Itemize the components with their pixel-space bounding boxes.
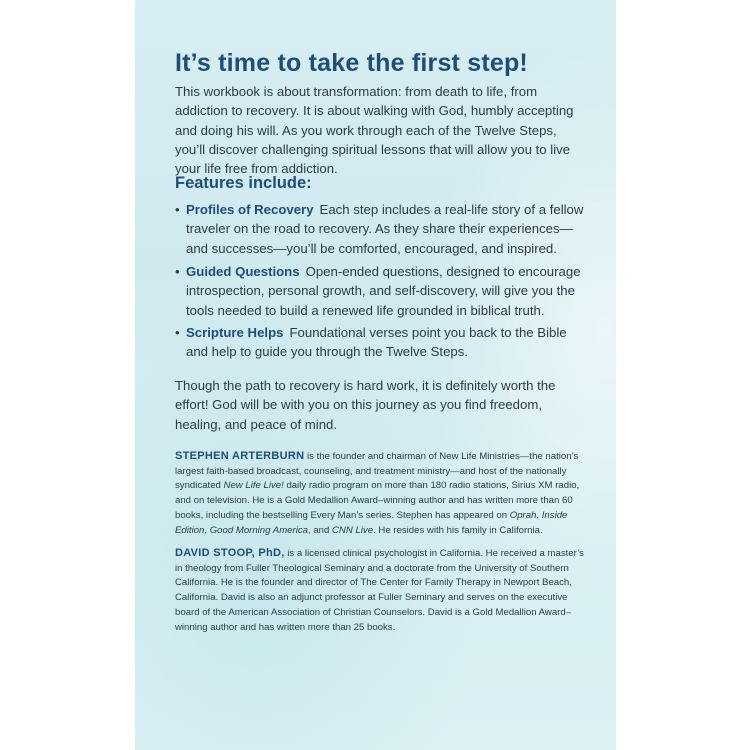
feature-description: Each step includes a real-life story of a fellow traveler on the road to recovery. As they share their experiences—and successes—you’ll be comforted, encouraged, and inspired. bbox=[186, 202, 584, 256]
headline: It’s time to take the first step! bbox=[175, 49, 528, 77]
bio-text: is a licensed clinical psychologist in California. He received a master’s in theology from Fuller Theological Seminary and a doctorate from the University of Southern California. He is the founder and director of The Center for Family Therapy in Newport Beach, California. David is also an adjunct professor at Fuller Seminary and serves on the executive board of the American Association of Christian Counselors. David is a Gold Medallion Award–winning author and has written more than 25 books. bbox=[175, 548, 584, 633]
show-title: New Life Live! bbox=[223, 480, 284, 492]
features-heading: Features include: bbox=[175, 174, 312, 192]
show-title: Oprah bbox=[509, 509, 537, 521]
bullet-icon: • bbox=[175, 264, 180, 279]
feature-name: Scripture Helps bbox=[186, 325, 284, 340]
bio-text: . He resides with his family in California. bbox=[373, 524, 543, 536]
author-name: STEPHEN ARTERBURN bbox=[175, 450, 305, 462]
feature-description: Open-ended questions, designed to encourage introspection, personal growth, and self-discovery, will give you the tools needed to build a renewed life grounded in biblical truth. bbox=[186, 264, 581, 318]
intro-paragraph: This workbook is about transformation: from death to life, from addiction to recovery. It is about walking with God, humbly accepting and doing his will. As you work through each of the Twelve Steps, you’ll discover challenging spiritual lessons that will allow you to live your life free from addiction. bbox=[175, 84, 574, 177]
author-bio-stoop bbox=[175, 546, 587, 635]
author-bio-arterburn bbox=[175, 449, 587, 538]
author-name: DAVID STOOP bbox=[175, 547, 252, 559]
closing-paragraph: Though the path to recovery is hard work, it is definitely worth the effort! God will be with you on this journey as you find freedom, healing, and peace of mind. bbox=[175, 378, 556, 432]
author-credential: , PhD, bbox=[251, 547, 285, 559]
feature-item-profiles-of-recovery bbox=[175, 200, 587, 258]
show-title: CNN Live bbox=[332, 524, 374, 536]
feature-description: Foundational verses point you back to the Bible and help to guide you through the Twelve Steps. bbox=[186, 325, 567, 360]
bullet-icon: • bbox=[175, 325, 180, 340]
feature-item-guided-questions bbox=[175, 262, 587, 320]
show-title: Inside Edition bbox=[175, 509, 568, 536]
feature-item-scripture-helps bbox=[175, 323, 587, 362]
bio-text: is the founder and chairman of New Life Ministries—the nation’s largest faith-based broadcast, counseling, and treatment ministry—and host of the nationally syndicated bbox=[175, 451, 579, 492]
bio-text: daily radio program on more than 180 radio stations, Sirius XM radio, and on television. He is a Gold Medallion Award–winning author and has written more than 60 books, including the bestselling Every Man’s series. Stephen has appeared on bbox=[175, 480, 580, 521]
bullet-icon: • bbox=[175, 202, 180, 217]
bio-text: , and bbox=[307, 524, 332, 536]
book-back-cover bbox=[135, 0, 616, 750]
bio-text: , bbox=[204, 524, 210, 536]
show-title: Good Morning America bbox=[209, 524, 308, 536]
feature-name: Profiles of Recovery bbox=[186, 202, 314, 217]
bio-text: , bbox=[536, 509, 542, 521]
feature-name: Guided Questions bbox=[186, 264, 300, 279]
